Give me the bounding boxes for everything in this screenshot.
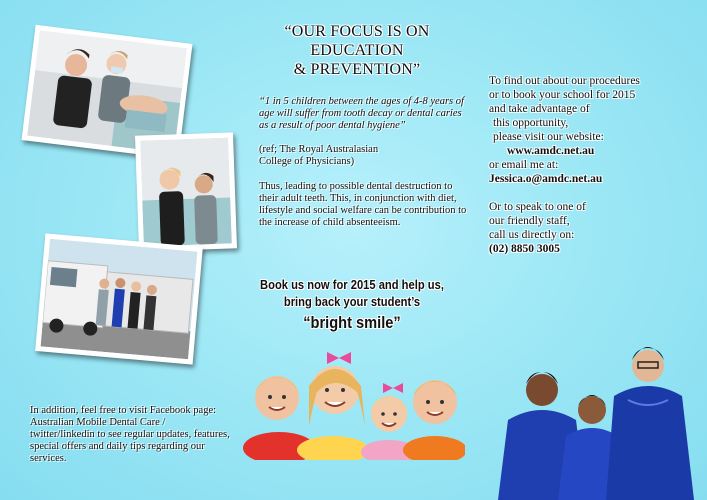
contact-intro-2: or to book your school for 2015 [489,89,636,101]
speak-line-2: our friendly staff, [489,215,570,227]
contact-intro-1: To find out about our procedures [489,75,640,87]
bright-smile-text: “bright smile” [303,313,401,332]
contact-block [489,74,699,256]
heading-line-3: & PREVENTION” [293,61,421,78]
heading-line-2: EDUCATION [310,42,404,59]
phone-number[interactable]: (02) 8850 3005 [489,243,560,255]
contact-intro-5: please visit our website: [493,131,604,143]
website-link[interactable]: www.amdc.net.au [507,145,595,157]
contact-spacer [489,186,699,200]
email-link[interactable]: Jessica.o@amdc.net.au [489,173,603,185]
contact-intro-3: and take advantage of [489,103,590,115]
smiling-children-photo [243,352,465,460]
social-media-note: In addition, feel free to visit Facebook page: Australian Mobile Dental Care / twitter/linkedin to see regular updates, features, special offers and daily tips regarding our services. [30,405,230,464]
focus-heading [262,22,452,79]
email-prefix: or email me at: [489,159,559,171]
reference-line-1: (ref; The Royal Australasian [259,144,379,155]
mobile-dental-truck-team-photo [35,233,203,364]
speak-line-3: call us directly on: [489,229,575,241]
absenteeism-paragraph: Thus, leading to possible dental destruction to their adult teeth. This, in conjunction with diet, lifestyle and social welfare can be contribution to the increase of child absenteeism. [259,181,467,228]
statistic-quote: “1 in 5 children between the ages of 4-8 years of age will suffer from tooth decay or dental caries as a result of poor dental hygiene” [259,96,464,131]
callout-line-1: Book us now for 2015 and help us, [260,277,444,292]
two-dental-staff-photo [135,132,237,251]
heading-line-1: “OUR FOCUS IS ON [284,23,430,40]
callout-line-2: bring back your student’s [283,294,421,309]
quote-reference [259,144,469,168]
book-us-callout [259,276,445,310]
contact-intro-4: this opportunity, [493,117,569,129]
speak-line-1: Or to speak to one of [489,201,586,213]
reference-line-2: College of Physicians) [259,156,355,167]
dental-staff-group-photo [468,340,707,500]
